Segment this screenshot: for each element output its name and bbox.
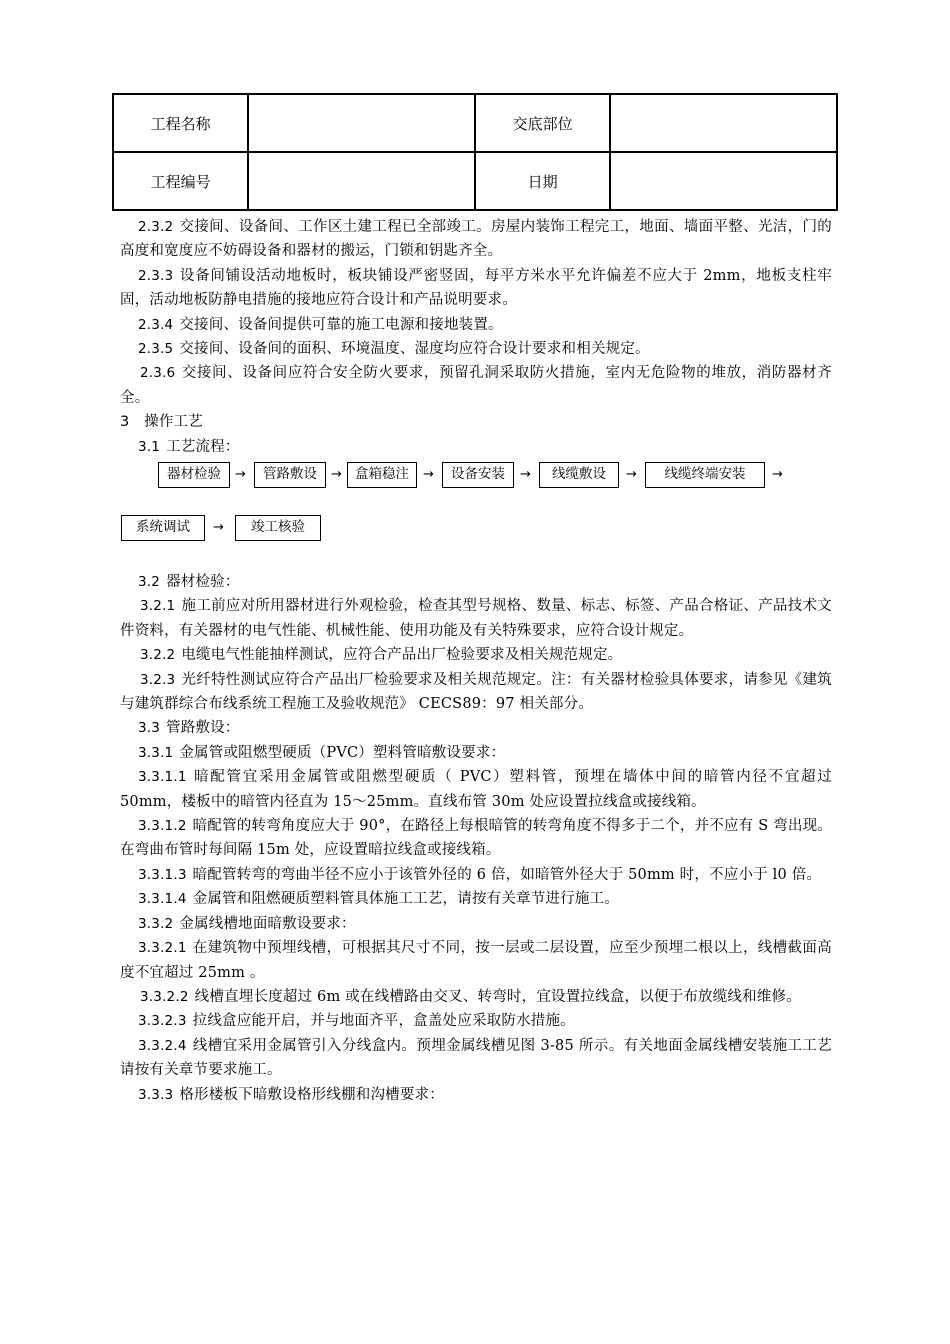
clause-number: 3.3.2.4 bbox=[138, 1037, 187, 1054]
flow-step-conduit-laying: 管路敷设 bbox=[254, 462, 326, 488]
flow-step-cable-laying: 线缆敷设 bbox=[539, 462, 619, 488]
flow-arrow: → bbox=[772, 467, 783, 482]
clause-text: 金属管或阻燃型硬质（PVC）塑料管暗敷设要求： bbox=[179, 744, 506, 761]
flow-step-completion-acceptance: 竣工核验 bbox=[235, 515, 321, 541]
clause-number: 3.3.1 bbox=[138, 744, 174, 761]
clause-number: 3.2 bbox=[138, 574, 161, 590]
clause-number: 3.3.1.4 bbox=[138, 891, 187, 908]
flow-arrow: → bbox=[626, 467, 637, 482]
flow-step-material-inspection: 器材检验 bbox=[158, 462, 230, 488]
clause-text: 暗配管宜采用金属管或阻燃型硬质（ PVC）塑料管，预埋在墙体中间的暗管内径不宜超过 50mm，楼板中的暗管内径直为 15～25mm。直线布管 30m 处应设置拉线盒或接线箱。 bbox=[120, 769, 832, 810]
paragraph-3-2 bbox=[120, 570, 832, 594]
paragraph-3-3-1-2 bbox=[120, 814, 832, 863]
clause-number: 3.3 bbox=[138, 720, 161, 737]
clause-number: 3.1 bbox=[138, 438, 161, 455]
flow-step-system-debugging: 系统调试 bbox=[121, 515, 205, 541]
clause-text: 暗配管的转弯角度应大于 90°，在路径上每根暗管的转弯角度不得多于二个，并不应有 S 弯出现。在弯曲布管时每间隔 15m 处，应设置暗拉线盒或接线箱。 bbox=[120, 818, 832, 859]
clause-number: 3.3.1.3 bbox=[138, 866, 187, 883]
clause-number: 3.2.1 bbox=[140, 598, 176, 615]
clause-text: 暗配管转弯的弯曲半径不应小于该管外径的 6 倍，如暗管外径大于 50mm 时，不应小于 l0 倍。 bbox=[192, 866, 822, 883]
paragraph-3-2-1 bbox=[120, 594, 832, 643]
flow-step-cable-termination: 线缆终端安装 bbox=[645, 462, 765, 488]
flow-step-box-installation: 盒箱稳注 bbox=[347, 462, 417, 488]
clause-number: 2.3.6 bbox=[140, 365, 176, 382]
date-label: 日期 bbox=[475, 152, 610, 210]
paragraph-3-3-2-4 bbox=[120, 1034, 832, 1083]
clause-number: 2.3.3 bbox=[138, 267, 174, 284]
clause-text: 器材检验： bbox=[166, 574, 240, 590]
paragraph-3-3-3 bbox=[120, 1083, 832, 1107]
clause-text: 金属管和阻燃硬质塑料管具体施工工艺，请按有关章节进行施工。 bbox=[192, 891, 619, 908]
handover-part-label: 交底部位 bbox=[475, 94, 610, 152]
paragraph-3-3-1 bbox=[120, 741, 832, 765]
clause-text: 在建筑物中预埋线槽，可根据其尺寸不同，按一层或二层设置，应至少预埋二根以上，线槽截面高度不宜超过 25mm 。 bbox=[120, 940, 832, 981]
clause-number: 3.3.2.2 bbox=[140, 988, 189, 1005]
clause-text: 线槽宜采用金属管引入分线盒内。预埋金属线槽见图 3-85 所示。有关地面金属线槽安装施工工艺请按有关章节要求施工。 bbox=[120, 1037, 832, 1079]
clause-number: 3.3.1.2 bbox=[138, 818, 187, 835]
clause-text: 设备间铺设活动地板时，板块铺设严密竖固，每平方米水平允许偏差不应大于 2mm，地板支柱牢固，活动地板防静电措施的接地应符合设计和产品说明要求。 bbox=[120, 267, 832, 309]
flow-arrow: → bbox=[520, 467, 531, 482]
paragraph-3-3-2 bbox=[120, 912, 832, 936]
project-number-label: 工程编号 bbox=[113, 152, 248, 210]
flow-arrow: → bbox=[235, 467, 246, 482]
paragraph-3-3 bbox=[120, 716, 832, 740]
paragraph-3-3-1-4 bbox=[120, 887, 832, 911]
paragraph-3-2-3 bbox=[120, 668, 832, 717]
clause-text: 电缆电气性能抽样测试，应符合产品出厂检验要求及相关规范规定。 bbox=[181, 647, 623, 664]
paragraph-3-3-2-3 bbox=[120, 1009, 832, 1033]
clause-number: 3.3.2.3 bbox=[138, 1013, 187, 1030]
clause-text: 交接间、设备间应符合安全防火要求，预留孔洞采取防火措施，室内无危险物的堆放，消防器材齐全。 bbox=[120, 365, 832, 406]
clause-number: 3.3.1.1 bbox=[138, 769, 187, 786]
clause-text: 拉线盒应能开启，并与地面齐平，盒盖处应采取防水措施。 bbox=[192, 1013, 575, 1030]
clause-text: 交接间、设备间、工作区土建工程已全部竣工。房屋内装饰工程完工，地面、墙面平整、光洁，门的高度和宽度应不妨碍设备和器材的搬运，门锁和钥匙齐全。 bbox=[120, 219, 832, 260]
flow-step-equipment-installation: 设备安装 bbox=[442, 462, 514, 488]
clause-number: 3.2.2 bbox=[140, 647, 176, 664]
clause-text: 光纤特性测试应符合产品出厂检验要求及相关规范规定。注：有关器材检验具体要求，请参见《建筑与建筑群综合布线系统工程施工及验收规范》 CECS89：97 相关部分。 bbox=[120, 671, 832, 713]
paragraph-3-3-1-1 bbox=[120, 765, 832, 814]
clause-text: 工艺流程： bbox=[166, 438, 240, 455]
clause-number: 3.3.2 bbox=[138, 915, 174, 932]
paragraph-3-3-2-2 bbox=[120, 985, 832, 1009]
section-b bbox=[120, 570, 832, 1107]
section-heading-3: 3 操作工艺 bbox=[120, 414, 203, 431]
clause-text: 施工前应对所用器材进行外观检验，检查其型号规格、数量、标志、标签、产品合格证、产品技术文件资料，有关器材的电气性能、机械性能、使用功能及有关特殊要求，应符合设计规定。 bbox=[120, 598, 832, 639]
project-name-label: 工程名称 bbox=[113, 94, 248, 152]
paragraph-3-2-2 bbox=[120, 643, 832, 667]
clause-number: 3.3.2.1 bbox=[138, 940, 187, 957]
clause-number: 3.3.3 bbox=[138, 1086, 174, 1103]
flow-arrow: → bbox=[331, 467, 342, 482]
paragraph-3-3-1-3 bbox=[120, 863, 832, 887]
clause-text: 交接间、设备间提供可靠的施工电源和接地装置。 bbox=[179, 316, 503, 333]
clause-number: 2.3.5 bbox=[138, 341, 174, 358]
clause-number: 2.3.2 bbox=[138, 219, 174, 235]
paragraph-3-3-2-1 bbox=[120, 936, 832, 985]
clause-number: 3.2.3 bbox=[140, 671, 176, 688]
flow-arrow: → bbox=[213, 520, 224, 535]
clause-number: 2.3.4 bbox=[138, 316, 174, 333]
clause-text: 交接间、设备间的面积、环境温度、湿度均应符合设计要求和相关规定。 bbox=[179, 341, 650, 358]
clause-text: 管路敷设： bbox=[166, 720, 240, 737]
flow-arrow: → bbox=[423, 467, 434, 482]
clause-text: 金属线槽地面暗敷设要求： bbox=[179, 915, 356, 932]
clause-text: 线槽直埋长度超过 6m 或在线槽路由交叉、转弯时，宜设置拉线盒，以便于布放缆线和维修。 bbox=[194, 988, 801, 1005]
clause-text: 格形楼板下暗敷设格形线棚和沟槽要求： bbox=[179, 1086, 444, 1103]
